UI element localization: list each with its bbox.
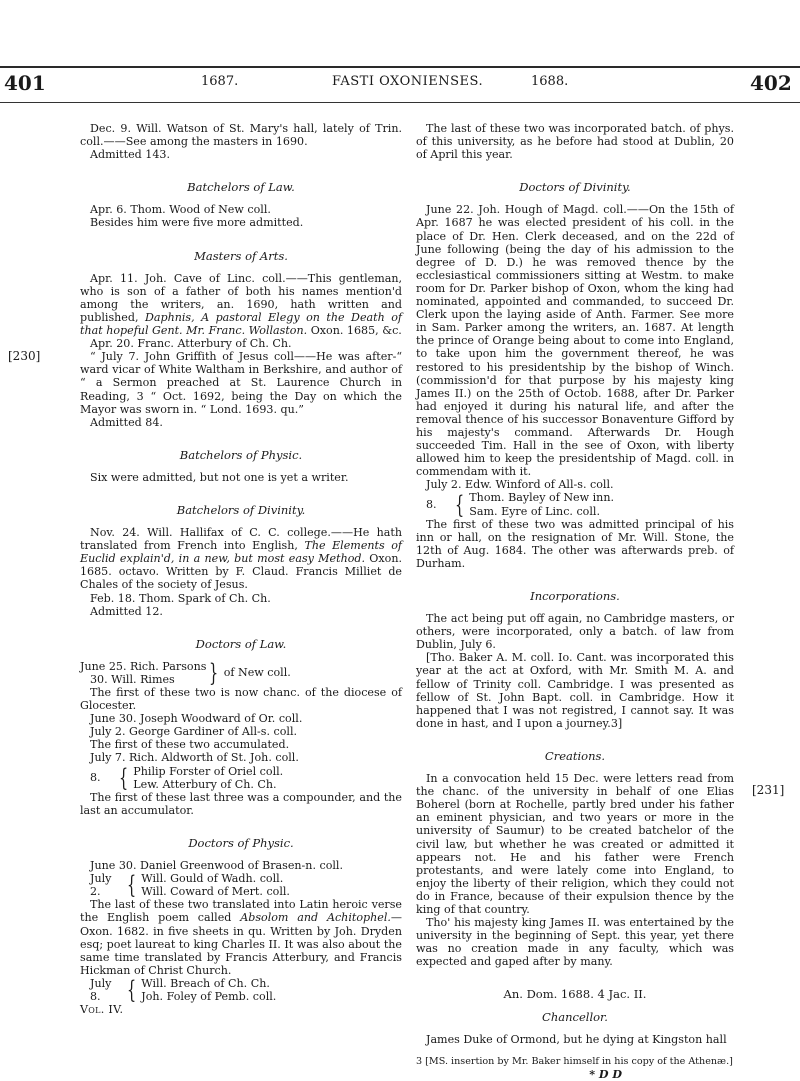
running-title: FASTI OXONIENSES. — [332, 74, 484, 89]
top-rule — [0, 66, 800, 68]
brace-label: of New coll. — [223, 666, 291, 680]
entry-parsons: June 25. Rich. Parsons — [80, 659, 207, 673]
brace-glyph: } — [209, 658, 219, 687]
entry-greenwood: June 30. Daniel Greenwood of Brasen-n. coll. — [90, 859, 344, 873]
entry-coward: Will. Coward of Mert. coll. — [141, 885, 290, 899]
right-year: 1688. — [531, 74, 569, 89]
entry-watson: Dec. 9. Will. Watson of St. Mary's hall, lately of Trin. coll.——See among the masters in 1690. — [80, 122, 402, 149]
admitted-count: Admitted 84. — [90, 415, 163, 429]
entry-ormond: James Duke of Ormond, but he dying at Kingston hall — [426, 1032, 727, 1046]
left-year: 1687. — [201, 74, 239, 89]
brace-glyph: { — [127, 871, 137, 900]
entry-note: Tho' his majesty king James II. was entertained by the university in the beginning of Sept. this year, yet there was no creation made in any faculty, which was expected and gaped after by many. — [416, 916, 734, 969]
brace-glyph: { — [127, 975, 137, 1004]
entry-text: —Oxon. 1682. in five sheets in qu. Written by Joh. Dryden esq; poet laureat to king Charles II. It was also about the same time translated by Francis Atterbury, and Francis Hickman of Christ Church. — [80, 911, 402, 977]
entry-foley: Joh. Foley of Pemb. coll. — [141, 989, 277, 1003]
admitted-count: Admitted 12. — [90, 604, 163, 618]
entry-note — [80, 898, 402, 977]
section-heading: Doctors of Law. — [195, 636, 287, 651]
section-heading: Batchelors of Physic. — [179, 447, 303, 462]
brace-lines — [133, 765, 283, 791]
entry-gardiner: July 2. George Gardiner of All-s. coll. — [90, 725, 298, 739]
brace-glyph: { — [119, 763, 129, 792]
brace-group — [80, 977, 402, 1003]
entry-eyre: Sam. Eyre of Linc. coll. — [469, 504, 600, 518]
right-column — [416, 122, 734, 1081]
header-rule — [0, 102, 800, 103]
work-title: Daphnis, A pastoral Elegy on the Death of that hopeful Gent. Mr. Franc. Wollaston. — [80, 310, 402, 338]
section-heading: Chancellor. — [542, 1009, 608, 1024]
brace-lines — [141, 977, 276, 1003]
right-page-number: 402 — [750, 71, 792, 95]
entry-note: The first of these two is now chanc. of the diocese of Glocester. — [80, 686, 402, 713]
entry-text: Oxon. 1685, &c. — [307, 324, 402, 338]
entry-gould: Will. Gould of Wadh. coll. — [141, 872, 284, 886]
entry-boherel: In a convocation held 15 Dec. were letters read from the chanc. of the university in behalf of one Elias Boherel (born at Rochelle, partly bred under his father an eminent physician, and two years or more in the university of Saumur) to be created batchelor of the civil law, but whether he was created or admitted it appears not. He and his father were French protestants, and were lately come into England, to enjoy the liberty of their religion, which they could not do in France, because of their expulsion thence by the king of that country. — [416, 772, 734, 916]
entry-note: The act being put off again, no Cambridge masters, or others, were incorporated, only a batch. of law from Dublin, July 6. — [416, 612, 734, 652]
brace-label: July 8. — [90, 976, 112, 1003]
work-title: Absolom and Achitophel. — [240, 911, 391, 925]
brace-glyph: { — [455, 490, 465, 519]
left-column — [80, 122, 402, 1016]
entry-hallifax — [80, 526, 402, 591]
entry-note: The first of these last three was a compounder, and the last an accumulator. — [80, 790, 402, 817]
entry-bayley: Thom. Bayley of New inn. — [469, 491, 614, 505]
section-heading: Batchelors of Law. — [187, 180, 295, 195]
entry-text: Oxon. 1685. octavo. Written by F. Claud. Francis Milliet de Chales of the society of Jesus. — [80, 552, 402, 592]
left-margin-number: [230] — [8, 349, 41, 363]
brace-lines — [141, 872, 290, 898]
brace-label: July 2. — [90, 872, 112, 899]
entry-note: The last of these two was incorporated batch. of phys. of this university, as he before had stood at Dublin, 20 of April this year. — [416, 122, 734, 162]
brace-label: 8. — [426, 497, 437, 511]
entry-note: The first of these two accumulated. — [90, 738, 290, 752]
right-margin-number: [231] — [752, 783, 785, 797]
signature-mark: * D D — [589, 1067, 622, 1081]
entry-hough: June 22. Joh. Hough of Magd. coll.——On the 15th of Apr. 1687 he was elected president of his coll. in the place of Dr. Hen. Clerk deceased, and on the 22d of June following (being the day of his admission to the degree of D. D.) he was removed thence by the ecclesiastical commissioners sitting at Westm. to make room for Dr. Parker bishop of Oxon, whom the king had nominated, appointed and commanded, to succeed Dr. Clerk upon the laying aside of Anth. Farmer. See more in Sam. Parker among the writers, an. 1687. At length the prince of Orange being about to come into England, to take upon him the government thereof, he was restored to his presidentship by the bishop of Winch. (commission'd for that purpose by his majesty king James II.) on the 25th of Octob. 1688, after Dr. Parker had enjoyed it during his natural life, and after the removal thence of his successor Bonaventure Gifford by his majesty's command. Afterwards Dr. Hough succeeded Tim. Hall in the see of Oxon, with liberty allowed him to keep the presidentship of Magd. coll. in commendam with it. — [416, 203, 734, 479]
year-heading: An. Dom. 1688. 4 Jac. II. — [503, 987, 647, 1002]
entry-aldworth: July 7. Rich. Aldworth of St. Joh. coll. — [90, 751, 299, 765]
volume-label: Vol. IV. — [80, 1003, 124, 1017]
brace-group — [416, 491, 734, 517]
entry-atterbury-lew: Lew. Atterbury of Ch. Ch. — [133, 777, 277, 791]
brace-group — [80, 660, 402, 686]
entry-note: Six were admitted, but not one is yet a writer. — [90, 470, 349, 484]
entry-note: Besides him were five more admitted. — [90, 216, 304, 230]
entry-atterbury: Apr. 20. Franc. Atterbury of Ch. Ch. — [90, 337, 292, 351]
entry-breach: Will. Breach of Ch. Ch. — [141, 976, 270, 990]
running-header — [0, 71, 800, 102]
brace-label: 8. — [90, 771, 101, 785]
entry-text: Apr. 11. Joh. Cave of Linc. coll.——This gentleman, who is son of a father of both his names mention'd among the writers, an. 1690, hath written and published, — [80, 271, 402, 324]
work-title: The Elements of Euclid explain'd, in a new, but most easy Method. — [80, 539, 402, 566]
section-heading: Masters of Arts. — [194, 248, 288, 263]
entry-winford: July 2. Edw. Winford of All-s. coll. — [426, 478, 614, 492]
section-heading: Batchelors of Divinity. — [176, 502, 306, 517]
footnote: 3 [MS. insertion by Mr. Baker himself in his copy of the Athenæ.] — [416, 1055, 733, 1067]
brace-lines — [469, 491, 614, 517]
left-page-number: 401 — [4, 71, 46, 95]
section-heading: Doctors of Physic. — [188, 835, 294, 850]
section-heading: Creations. — [544, 748, 606, 763]
entry-griffith: “ July 7. John Griffith of Jesus coll——He was after-“ ward vicar of White Waltham in Berkshire, and author of “ a Sermon preached at St. Laurence Church in Reading, 3 “ Oct. 1692, being the Day on which the Mayor was sworn in. “ Lond. 1693. qu.” — [80, 350, 402, 416]
section-heading: Doctors of Divinity. — [519, 180, 631, 195]
entry-wood: Apr. 6. Thom. Wood of New coll. — [90, 203, 271, 217]
entry-forster: Philip Forster of Oriel coll. — [133, 764, 284, 778]
entry-woodward: June 30. Joseph Woodward of Or. coll. — [90, 712, 303, 726]
admitted-count: Admitted 143. — [90, 148, 170, 162]
brace-group — [80, 765, 402, 791]
brace-group — [80, 872, 402, 898]
entry-text: The last of these two translated into Latin heroic verse the English poem called — [80, 898, 402, 925]
brace-lines — [80, 660, 206, 686]
entry-rimes: 30. Will. Rimes — [90, 672, 175, 686]
section-heading: Incorporations. — [530, 589, 620, 603]
entry-cave — [80, 272, 402, 337]
entry-baker: [Tho. Baker A. M. coll. Io. Cant. was incorporated this year at the act at Oxford, with Mr. Smith M. A. and fellow of Trinity coll. Cambridge. I was presented as fellow of St. John Bapt. coll. in Cambridge. How it happened that I was not registred, I cannot say. It was done in hast, and I upon a journey.3] — [416, 651, 734, 730]
entry-spark: Feb. 18. Thom. Spark of Ch. Ch. — [90, 591, 271, 605]
entry-text: Nov. 24. Will. Hallifax of C. C. college.——He hath translated from French into English, — [80, 526, 402, 553]
entry-note: The first of these two was admitted principal of his inn or hall, on the resignation of Mr. Will. Stone, the 12th of Aug. 1684. The other was afterwards preb. of Durham. — [416, 517, 734, 570]
